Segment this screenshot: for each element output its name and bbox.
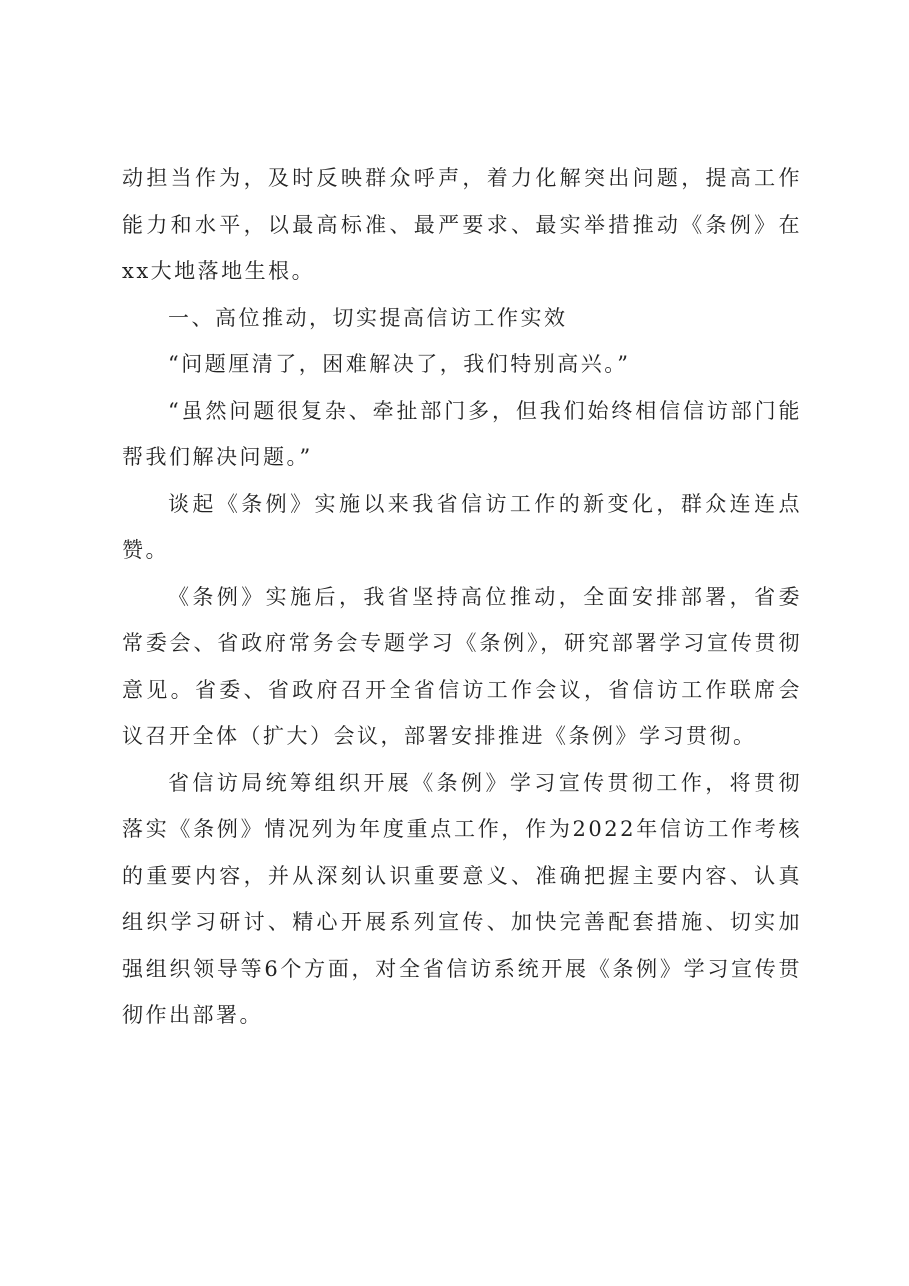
- document-body: [122, 155, 802, 1039]
- section-heading: 一、高位推动，切实提高信访工作实效: [168, 305, 568, 330]
- quote-paragraph-2: “虽然问题很复杂、牵扯部门多，但我们始终相信信访部门能帮我们解决问题。”: [122, 398, 802, 469]
- paragraph-continuation: 动担当作为，及时反映群众呼声，着力化解突出问题，提高工作能力和水平，以最高标准、最严要求、最实举措推动《条例》在xx大地落地生根。: [122, 166, 802, 283]
- body-paragraph-3: 省信访局统筹组织开展《条例》学习宣传贯彻工作，将贯彻落实《条例》情况列为年度重点工作，作为2022年信访工作考核的重要内容，并从深刻认识重要意义、准确把握主要内容、认真组织学习研讨、精心开展系列宣传、加快完善配套措施、切实加强组织领导等6个方面，对全省信访系统开展《条例》学习宣传贯彻作出部署。: [122, 770, 802, 1027]
- body-paragraph-1: 谈起《条例》实施以来我省信访工作的新变化，群众连连点赞。: [122, 491, 802, 562]
- body-paragraph-2: 《条例》实施后，我省坚持高位推动，全面安排部署，省委常委会、省政府常务会专题学习《条例》，研究部署学习宣传贯彻意见。省委、省政府召开全省信访工作会议，省信访工作联席会议召开全体（扩大）会议，部署安排推进《条例》学习贯彻。: [122, 584, 802, 748]
- quote-paragraph-1: “问题厘清了，困难解决了，我们特别高兴。”: [168, 352, 631, 376]
